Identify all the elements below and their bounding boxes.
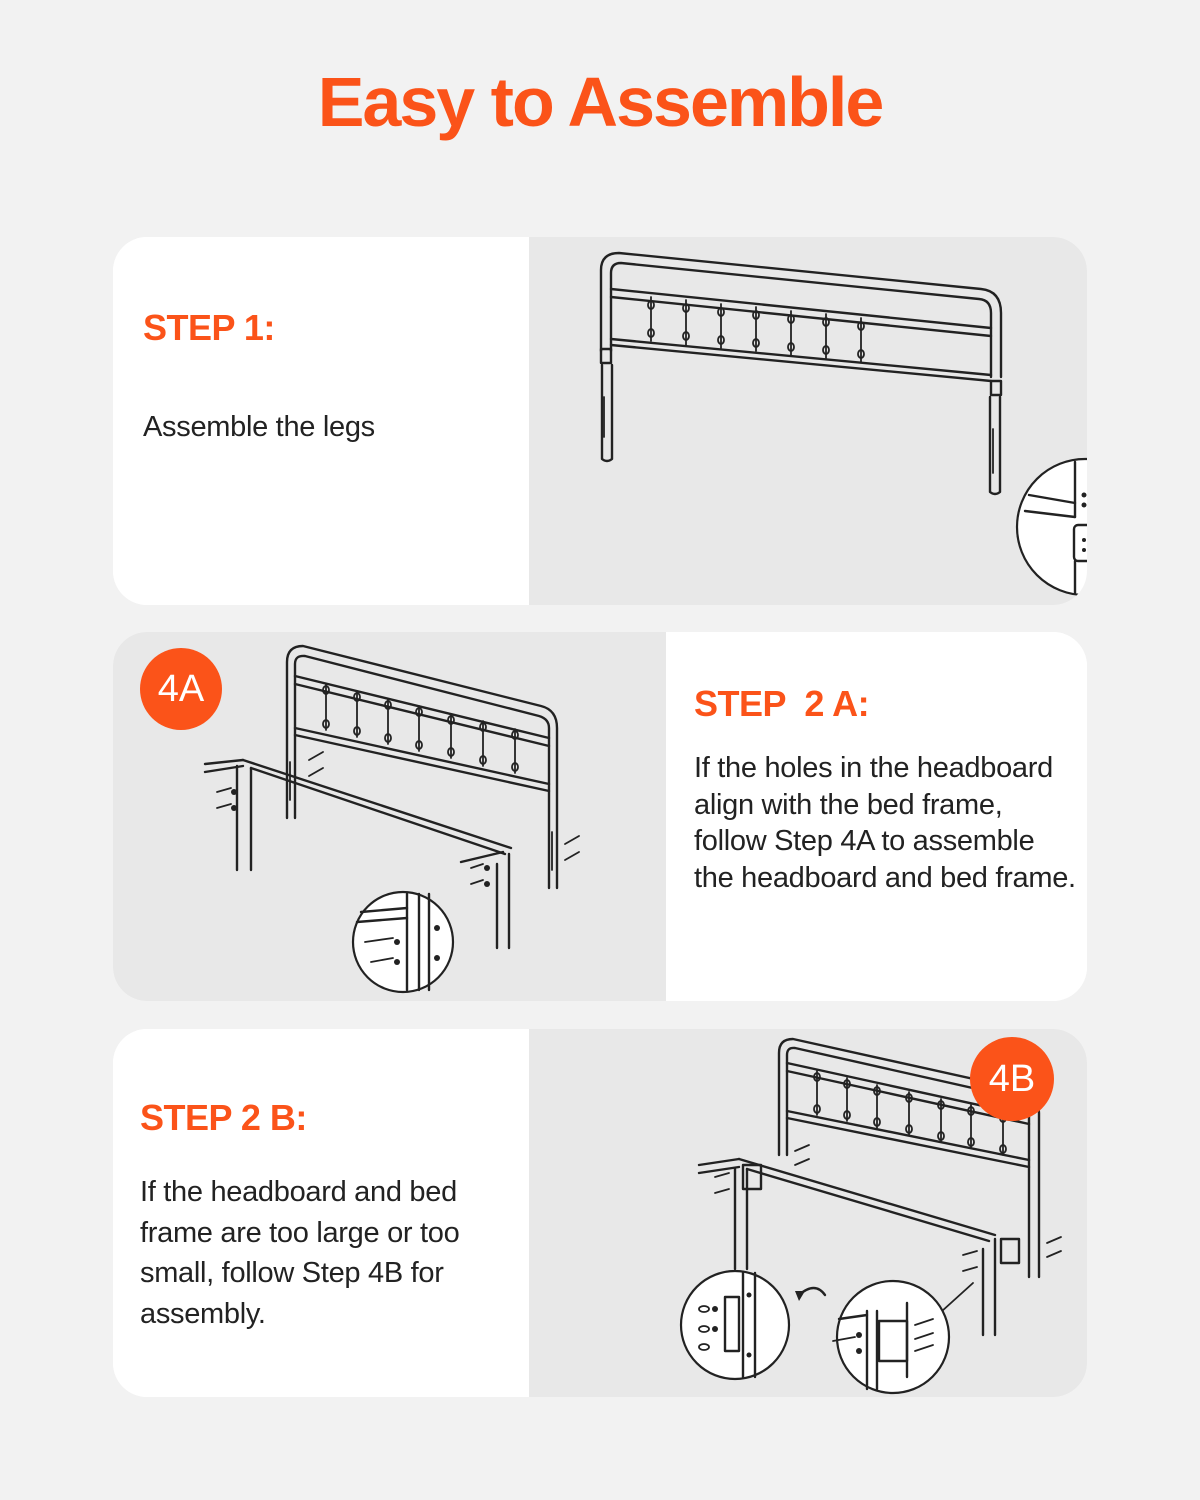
leg-connector-detail [1017,459,1087,595]
step-1-text-panel [113,237,529,605]
step-2b-title: STEP 2 B: [140,1097,307,1138]
headboard-illustration [287,646,557,888]
step-2a-text-panel [666,632,1087,1001]
step-2b-text-panel [113,1029,529,1397]
headboard-illustration [601,253,1001,494]
step-2a-card [113,632,1087,1001]
step-1-title: STEP 1: [143,307,275,348]
page-title: Easy to Assemble [317,63,883,141]
connector-detail-left [681,1271,789,1379]
headboard-legs-illustration [529,237,1087,605]
connector-detail [353,892,453,992]
step-2a-illustration-panel [113,632,666,1001]
step-2b-card [113,1029,1087,1397]
step-2a-title: STEP 2 A: [694,683,870,724]
step-2b-description: If the headboard and bed frame are too large or too small, follow Step 4B for assembly. [140,1176,460,1330]
step-1-illustration-panel [529,237,1087,605]
connector-detail-right [833,1281,949,1393]
step-4a-badge: 4A [140,648,222,730]
step-2a-description: If the holes in the headboard align with the bed frame, follow Step 4A to assemble the headboard and bed frame. [694,752,1076,894]
step-2b-illustration-panel [529,1029,1087,1397]
step-1-description: Assemble the legs [143,411,375,443]
step-1-card [113,237,1087,605]
step-4b-badge: 4B [970,1037,1054,1121]
